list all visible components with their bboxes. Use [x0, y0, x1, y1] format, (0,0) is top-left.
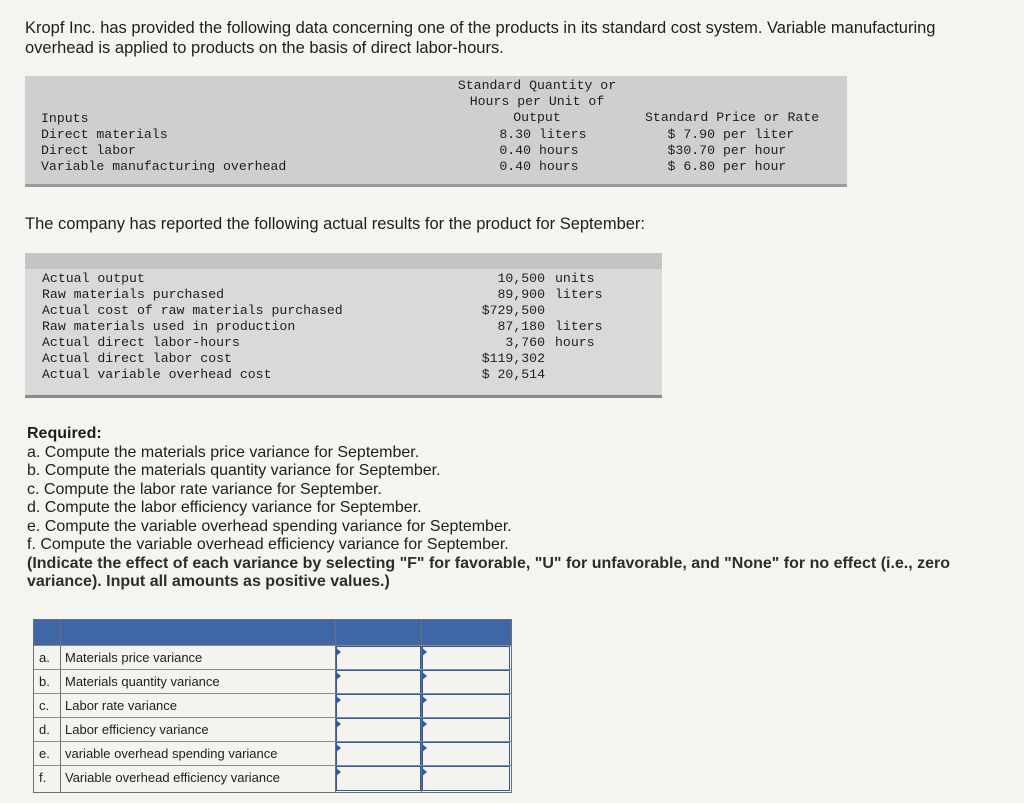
row-letter: f.	[39, 770, 47, 785]
standard-quantity-header	[451, 78, 623, 126]
row-label: Labor efficiency variance	[65, 722, 209, 737]
variance-effect-select[interactable]	[422, 646, 510, 671]
variance-amount-input[interactable]	[336, 694, 421, 719]
instructions-note: (Indicate the effect of each variance by selecting "F" for favorable, "U" for unfavorable, and "None" for no effect (i.e., zero variance). Input all amounts as positive values.)	[27, 554, 951, 590]
required-item: a. Compute the materials price variance for September.	[27, 443, 420, 461]
variance-amount-input[interactable]	[336, 718, 421, 743]
standard-quantity: 0.40	[499, 159, 531, 174]
standard-price: $30.70	[667, 143, 715, 158]
answer-row	[34, 765, 511, 790]
actual-value: 87,180	[497, 319, 545, 334]
price-unit: per hour	[723, 143, 787, 158]
actual-row	[25, 287, 662, 303]
actual-label: Actual cost of raw materials purchased	[42, 303, 343, 318]
inputs-header: Inputs	[41, 111, 89, 126]
actual-row	[25, 335, 662, 351]
actual-row	[25, 303, 662, 319]
actual-results-table	[25, 253, 662, 398]
standard-quantity: 8.30	[499, 127, 531, 142]
standard-price-header: Standard Price or Rate	[645, 110, 820, 125]
actual-label: Actual direct labor cost	[42, 351, 232, 366]
actual-value: 10,500	[497, 271, 545, 286]
table-header-bar	[25, 253, 662, 269]
required-item: c. Compute the labor rate variance for September.	[27, 480, 382, 498]
actual-value: $729,500	[481, 303, 545, 318]
required-item: f. Compute the variable overhead efficiency variance for September.	[27, 536, 509, 553]
row-label: Variable overhead efficiency variance	[65, 770, 280, 785]
actual-value: $119,302	[481, 351, 545, 366]
actual-results-intro: The company has reported the following actual results for the product for September:	[25, 215, 645, 233]
row-letter: e.	[39, 746, 50, 761]
variance-effect-select[interactable]	[422, 718, 510, 743]
price-unit: per hour	[723, 159, 787, 174]
variance-amount-input[interactable]	[336, 766, 421, 791]
standard-price: $ 6.80	[667, 159, 715, 174]
actual-unit: liters	[555, 287, 603, 302]
actual-row	[25, 271, 662, 287]
row-letter: a.	[39, 650, 50, 665]
variance-effect-select[interactable]	[422, 670, 510, 695]
intro-paragraph: Kropf Inc. has provided the following data concerning one of the products in its standard cost system. Variable manufacturing overhead is applied to products on the basis of direct labor-hours.	[25, 19, 936, 57]
row-label: Materials price variance	[65, 650, 203, 665]
input-label: Direct labor	[41, 143, 136, 158]
standard-quantity: 0.40	[499, 143, 531, 158]
actual-label: Actual output	[42, 271, 145, 286]
variance-effect-select[interactable]	[422, 766, 510, 791]
quantity-unit: hours	[539, 143, 579, 158]
answer-table-header	[34, 620, 511, 645]
actual-unit: hours	[555, 335, 595, 350]
standards-row	[25, 127, 847, 143]
required-title: Required:	[27, 425, 102, 442]
variance-amount-input[interactable]	[336, 646, 421, 671]
actual-row	[25, 319, 662, 335]
header-line: Output	[513, 110, 561, 125]
row-letter: c.	[39, 698, 50, 713]
price-unit: per liter	[723, 127, 795, 142]
actual-label: Actual direct labor-hours	[42, 335, 240, 350]
actual-row	[25, 351, 662, 367]
answer-table	[33, 619, 512, 793]
answer-row	[34, 717, 511, 742]
answer-row	[34, 741, 511, 766]
row-label: Labor rate variance	[65, 698, 178, 713]
actual-row	[25, 367, 662, 383]
header-line: Standard Quantity or	[457, 78, 617, 93]
answer-row	[34, 693, 511, 718]
actual-unit: liters	[555, 319, 603, 334]
row-letter: b.	[39, 674, 50, 689]
standards-row	[25, 143, 847, 159]
row-label: Materials quantity variance	[65, 674, 220, 689]
actual-label: Actual variable overhead cost	[42, 367, 272, 382]
actual-value: 89,900	[497, 287, 545, 302]
variance-amount-input[interactable]	[336, 670, 421, 695]
standard-price: $ 7.90	[667, 127, 715, 142]
actual-label: Raw materials used in production	[42, 319, 296, 334]
variance-amount-input[interactable]	[336, 742, 421, 767]
row-letter: d.	[39, 722, 50, 737]
required-section	[27, 425, 987, 592]
variance-effect-select[interactable]	[422, 742, 510, 767]
required-item: e. Compute the variable overhead spending variance for September.	[27, 517, 512, 535]
quantity-unit: liters	[539, 127, 587, 142]
input-label: Direct materials	[41, 127, 168, 142]
variance-effect-select[interactable]	[422, 694, 510, 719]
required-item: b. Compute the materials quantity variance for September.	[27, 462, 441, 479]
standards-table	[25, 76, 847, 187]
standards-row	[25, 159, 847, 175]
actual-label: Raw materials purchased	[42, 287, 225, 302]
answer-row	[34, 669, 511, 694]
actual-unit: units	[555, 271, 595, 286]
quantity-unit: hours	[539, 159, 579, 174]
required-item: d. Compute the labor efficiency variance for September.	[27, 499, 422, 516]
row-label: variable overhead spending variance	[65, 746, 278, 761]
actual-value: 3,760	[505, 335, 545, 350]
answer-row	[34, 645, 511, 670]
header-line: Hours per Unit of	[469, 94, 605, 109]
input-label: Variable manufacturing overhead	[41, 159, 287, 174]
actual-value: $ 20,514	[481, 367, 545, 382]
